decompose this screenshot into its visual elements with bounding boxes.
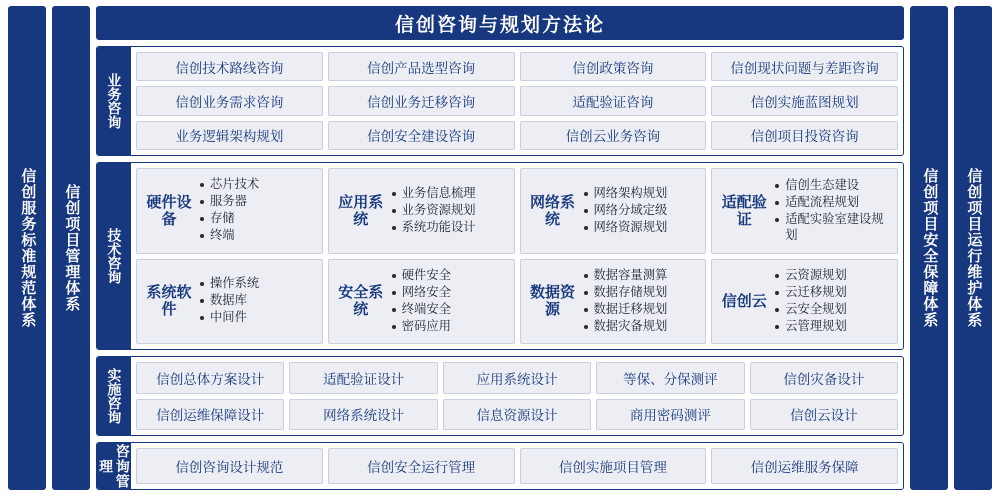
band-label-management (97, 443, 131, 489)
band-label-business (97, 47, 131, 155)
technical-grid (136, 168, 898, 344)
card-list-item: 中间件 (199, 310, 316, 326)
pillar-standard-system (8, 6, 46, 490)
business-item[interactable]: 业务逻辑架构规划 (136, 121, 323, 150)
pillar-label: 信创项目管理体系 (63, 184, 81, 312)
business-row (136, 86, 898, 115)
card-list-item: 业务资源规划 (391, 203, 508, 219)
business-item[interactable]: 信创现状问题与差距咨询 (711, 52, 898, 81)
pillar-label: 信创服务标准规范体系 (19, 168, 37, 328)
technical-card-adaptation[interactable] (711, 168, 898, 254)
business-item[interactable]: 信创项目投资咨询 (711, 121, 898, 150)
business-row (136, 52, 898, 81)
management-grid (136, 448, 898, 484)
band-label-text: 技术咨询 (106, 228, 123, 284)
band-label-text: 实施咨询 (106, 368, 123, 424)
implementation-item[interactable]: 信创灾备设计 (750, 362, 898, 394)
technical-card-cloud[interactable] (711, 259, 898, 345)
business-item[interactable]: 信创业务迁移咨询 (328, 86, 515, 115)
card-list-item: 网络资源规划 (583, 220, 700, 236)
business-item[interactable]: 信创业务需求咨询 (136, 86, 323, 115)
business-item[interactable]: 信创安全建设咨询 (328, 121, 515, 150)
management-item[interactable]: 信创实施项目管理 (520, 448, 707, 484)
card-title: 硬件设备 (146, 193, 192, 228)
card-list-item: 数据存储规划 (583, 285, 700, 301)
technical-card-system-software[interactable] (136, 259, 323, 345)
band-body-technical (131, 163, 903, 349)
technical-row (136, 259, 898, 345)
business-item[interactable]: 信创政策咨询 (520, 52, 707, 81)
implementation-item[interactable]: 适配验证设计 (289, 362, 437, 394)
card-list-item: 适配实验室建设规划 (774, 212, 891, 244)
card-list-item: 硬件安全 (391, 268, 508, 284)
card-title: 网络系统 (529, 193, 575, 228)
implementation-row (136, 399, 898, 431)
card-list (391, 186, 508, 236)
card-title: 适配验证 (721, 193, 767, 228)
pillar-project-management-system (52, 6, 90, 490)
implementation-item[interactable]: 等保、分保测评 (596, 362, 744, 394)
card-list-item: 终端安全 (391, 302, 508, 318)
card-list-item: 系统功能设计 (391, 220, 508, 236)
card-list-item: 网络架构规划 (583, 186, 700, 202)
card-list-item: 信创生态建设 (774, 178, 891, 194)
implementation-item[interactable]: 网络系统设计 (289, 399, 437, 431)
band-label-technical (97, 163, 131, 349)
card-list-item: 网络分域定级 (583, 203, 700, 219)
implementation-item[interactable]: 信创云设计 (750, 399, 898, 431)
card-list-item: 终端 (199, 228, 316, 244)
management-item[interactable]: 信创咨询设计规范 (136, 448, 323, 484)
card-list-item: 云管理规划 (774, 319, 891, 335)
card-list-item: 芯片技术 (199, 177, 316, 193)
card-list (774, 178, 891, 244)
management-item[interactable]: 信创安全运行管理 (328, 448, 515, 484)
card-list-item: 数据容量测算 (583, 268, 700, 284)
card-list (583, 268, 700, 335)
implementation-item[interactable]: 商用密码测评 (596, 399, 744, 431)
pillar-project-operation-system (954, 6, 992, 490)
band-body-business (131, 47, 903, 155)
card-list-item: 存储 (199, 211, 316, 227)
business-item[interactable]: 信创技术路线咨询 (136, 52, 323, 81)
band-implementation-consulting (96, 356, 904, 436)
card-list (199, 276, 316, 326)
card-list-item: 云资源规划 (774, 268, 891, 284)
card-title: 应用系统 (338, 193, 384, 228)
business-item[interactable]: 信创云业务咨询 (520, 121, 707, 150)
card-title: 系统软件 (146, 284, 192, 319)
card-list (583, 186, 700, 236)
card-list-item: 云安全规划 (774, 302, 891, 318)
band-consulting-management (96, 442, 904, 490)
band-body-management (131, 443, 903, 489)
diagram-center-column (96, 6, 904, 490)
pillar-label: 信创项目安全保障体系 (921, 168, 939, 328)
business-item[interactable]: 信创产品选型咨询 (328, 52, 515, 81)
pillar-label: 信创项目运行维护体系 (965, 168, 983, 328)
technical-card-security[interactable] (328, 259, 515, 345)
implementation-row (136, 362, 898, 394)
technical-card-hardware[interactable] (136, 168, 323, 254)
band-label-implementation (97, 357, 131, 435)
card-list-item: 数据迁移规划 (583, 302, 700, 318)
card-list-item: 密码应用 (391, 319, 508, 335)
technical-row (136, 168, 898, 254)
card-title: 安全系统 (338, 284, 384, 319)
implementation-grid (136, 362, 898, 430)
card-list-item: 适配流程规划 (774, 195, 891, 211)
band-label-text: 咨询管理 (98, 443, 131, 489)
technical-card-data-resource[interactable] (520, 259, 707, 345)
card-list-item: 业务信息梳理 (391, 186, 508, 202)
implementation-item[interactable]: 应用系统设计 (443, 362, 591, 394)
card-title: 信创云 (721, 292, 767, 310)
card-list (199, 177, 316, 244)
card-list-item: 数据库 (199, 293, 316, 309)
card-list-item: 服务器 (199, 194, 316, 210)
card-list-item: 云迁移规划 (774, 285, 891, 301)
band-business-consulting (96, 46, 904, 156)
technical-card-application[interactable] (328, 168, 515, 254)
card-list (391, 268, 508, 335)
band-body-implementation (131, 357, 903, 435)
business-row (136, 121, 898, 150)
implementation-item[interactable]: 信创运维保障设计 (136, 399, 284, 431)
business-grid (136, 52, 898, 150)
management-item[interactable]: 信创运维服务保障 (711, 448, 898, 484)
implementation-item[interactable]: 信息资源设计 (443, 399, 591, 431)
implementation-item[interactable]: 信创总体方案设计 (136, 362, 284, 394)
band-label-text: 业务咨询 (106, 73, 123, 129)
band-technical-consulting (96, 162, 904, 350)
business-item[interactable]: 信创实施蓝图规划 (711, 86, 898, 115)
diagram-title: 信创咨询与规划方法论 (96, 6, 904, 40)
technical-card-network[interactable] (520, 168, 707, 254)
management-row (136, 448, 898, 484)
card-list (774, 268, 891, 335)
card-list-item: 操作系统 (199, 276, 316, 292)
card-list-item: 数据灾备规划 (583, 319, 700, 335)
card-title: 数据资源 (529, 284, 575, 319)
business-item[interactable]: 适配验证咨询 (520, 86, 707, 115)
card-list-item: 网络安全 (391, 285, 508, 301)
pillar-project-security-system (910, 6, 948, 490)
